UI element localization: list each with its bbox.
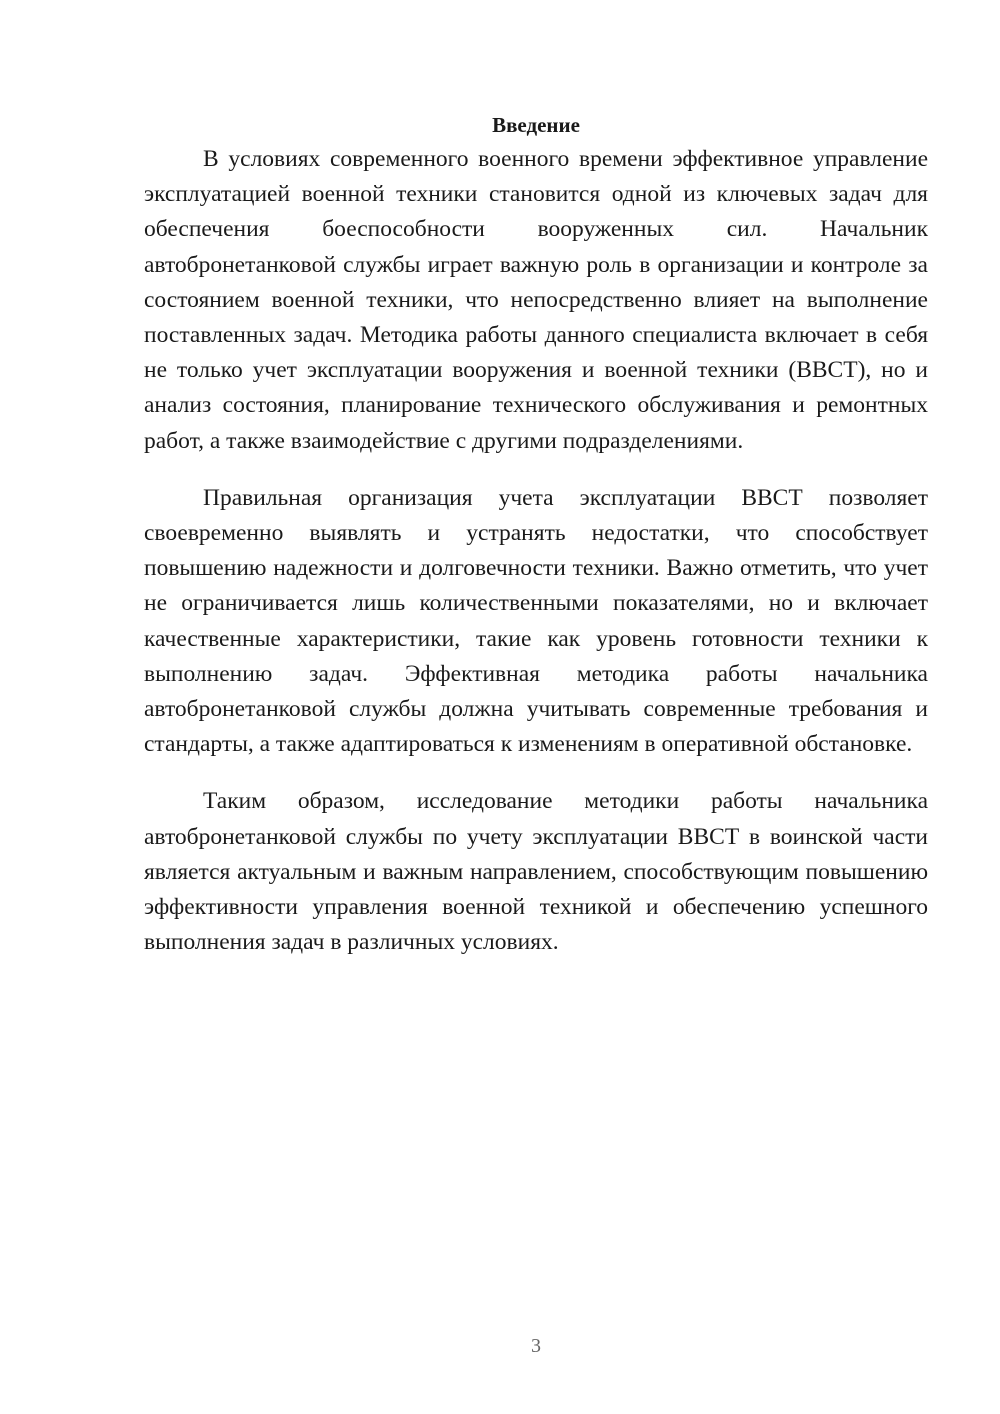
section-title: Введение bbox=[492, 113, 580, 138]
body-text bbox=[144, 142, 928, 960]
paragraph-2: Правильная организация учета эксплуатации ВВСТ позволяет своевременно выявлять и устранять недостатки, что способствует повышению надежности и долговечности техники. Важно отметить, что учет не ограничивается лишь количественными показателями, но и включает качественные характеристики, такие как уровень готовности техники к выполнению задач. Эффективная методика работы начальника автобронетанковой службы должна учитывать современные требования и стандарты, а также адаптироваться к изменениям в оперативной обстановке. bbox=[144, 484, 928, 758]
page-number: 3 bbox=[531, 1335, 541, 1357]
paragraph-3: Таким образом, исследование методики работы начальника автобронетанковой службы по учету эксплуатации ВВСТ в воинской части является актуальным и важным направлением, способствующим повышению эффективности управления военной техникой и обеспечению успешного выполнения задач в различных условиях. bbox=[144, 788, 928, 956]
paragraph-1: В условиях современного военного времени эффективное управление эксплуатацией военной техники становится одной из ключевых задач для обеспечения боеспособности вооруженных сил. Начальник автобронетанковой службы играет важную роль в организации и контроле за состоянием военной техники, что непосредственно влияет на выполнение поставленных задач. Методика работы данного специалиста включает в себя не только учет эксплуатации вооружения и военной техники (ВВСТ), но и анализ состояния, планирование технического обслуживания и ремонтных работ, а также взаимодействие с другими подразделениями. bbox=[144, 146, 928, 454]
